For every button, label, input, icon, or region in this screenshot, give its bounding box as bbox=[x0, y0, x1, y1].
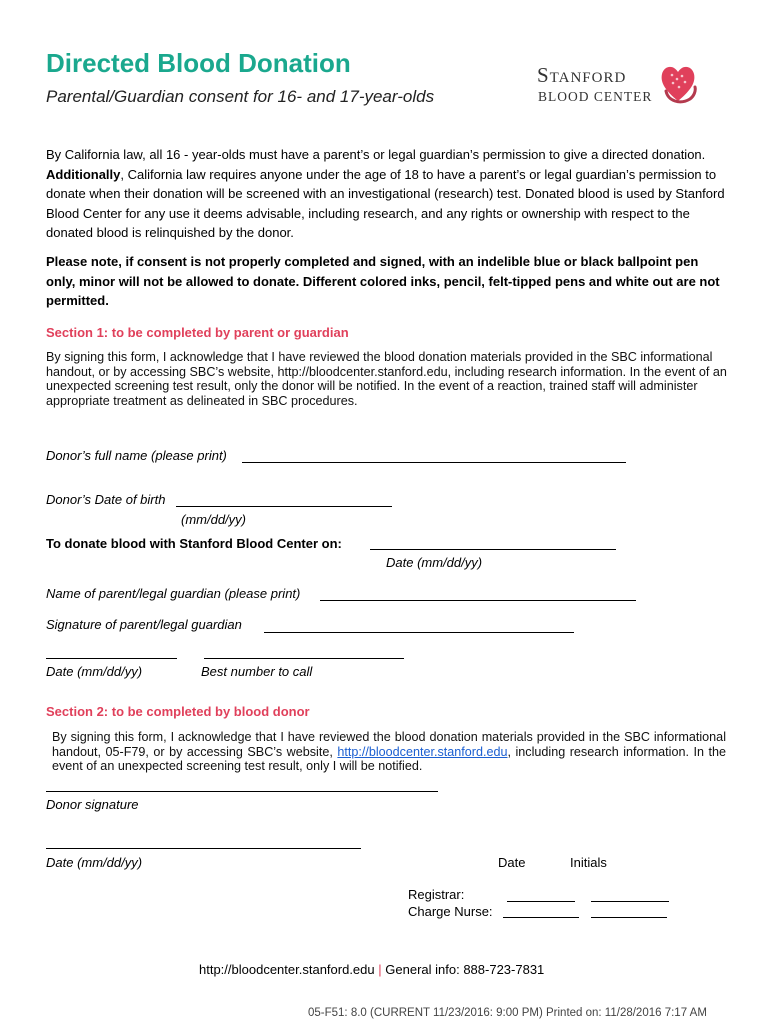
footer-url[interactable]: http://bloodcenter.stanford.edu bbox=[199, 962, 375, 977]
donor-date-label: Date (mm/dd/yy) bbox=[46, 855, 143, 870]
intro-bold: Additionally bbox=[46, 166, 121, 182]
registrar-date-field[interactable] bbox=[507, 901, 575, 902]
consent-note: Please note, if consent is not properly completed and signed, with an indelible blue or black ballpoint pen only, minor will not be allowed to donate. Different colored inks, pencil, felt-tipped pens and white out are not permitted. bbox=[46, 254, 720, 309]
staff-initials-column-header: Initials bbox=[570, 855, 607, 870]
guardian-phone-label: Best number to call bbox=[201, 664, 313, 679]
registrar-initials-field[interactable] bbox=[591, 901, 669, 902]
footer-separator: | bbox=[378, 962, 382, 977]
section2-paragraph bbox=[52, 730, 726, 774]
donor-dob-format: (mm/dd/yy) bbox=[181, 512, 246, 527]
registrar-label: Registrar: bbox=[408, 887, 465, 902]
donor-signature-label: Donor signature bbox=[46, 797, 139, 812]
donate-date-format: Date (mm/dd/yy) bbox=[386, 555, 483, 570]
footer-info bbox=[199, 962, 544, 977]
donor-signature-field[interactable] bbox=[46, 791, 438, 792]
donor-name-field[interactable] bbox=[242, 462, 626, 463]
donor-name-label: Donor’s full name (please print) bbox=[46, 448, 227, 463]
section2-text-2: , including research information. In the event of an unexpected screening test result, only I will be notified. bbox=[52, 744, 726, 774]
section2-text-1: By signing this form, I acknowledge that I have reviewed the blood donation materials provided in the SBC informational handout, 05-F79, or by accessing SBC’s website, bbox=[52, 730, 726, 759]
page-title: Directed Blood Donation bbox=[46, 48, 351, 78]
section1-heading: Section 1: to be completed by parent or guardian bbox=[46, 325, 349, 340]
heart-logo-icon bbox=[658, 61, 698, 105]
guardian-signature-field[interactable] bbox=[264, 632, 574, 633]
page-subtitle: Parental/Guardian consent for 16- and 17-year-olds bbox=[46, 87, 435, 106]
intro-paragraph bbox=[46, 145, 726, 243]
guardian-phone-field[interactable] bbox=[204, 658, 404, 659]
intro-text-2: , California law requires anyone under the age of 18 to have a parent’s or legal guardian’s permission to donate when their donation will be screened with an investigational (research) test. Donated blood is used by Stanford Blood Center for any use it deems advisable, including research, and any rights or ownership with respect to the donated blood is relinquished by the donor. bbox=[46, 166, 725, 241]
donate-date-field[interactable] bbox=[370, 549, 616, 550]
logo-wordmark-stanford: Stanford bbox=[537, 63, 627, 87]
section1-paragraph: By signing this form, I acknowledge that I have reviewed the blood donation materials provided in the SBC informational handout, or by accessing SBC’s website, http://bloodcenter.stanford.edu, including research information. In the event of an unexpected screening test result, only the donor will be notified. In the event of a reaction, trained staff will administer appropriate treatment as delineated in SBC procedures. bbox=[46, 350, 727, 408]
guardian-date-label: Date (mm/dd/yy) bbox=[46, 664, 143, 679]
charge-nurse-date-field[interactable] bbox=[503, 917, 579, 918]
guardian-signature-label: Signature of parent/legal guardian bbox=[46, 617, 242, 632]
print-metadata: 05-F51: 8.0 (CURRENT 11/23/2016: 9:00 PM) Printed on: 11/28/2016 7:17 AM bbox=[308, 1007, 707, 1019]
guardian-name-field[interactable] bbox=[320, 600, 636, 601]
charge-nurse-label: Charge Nurse: bbox=[408, 904, 493, 919]
donor-dob-field[interactable] bbox=[176, 506, 392, 507]
donor-dob-label: Donor’s Date of birth bbox=[46, 492, 166, 507]
staff-date-column-header: Date bbox=[498, 855, 526, 870]
charge-nurse-initials-field[interactable] bbox=[591, 917, 667, 918]
footer-phone: General info: 888-723-7831 bbox=[385, 962, 545, 977]
logo-wordmark-blood-center: BLOOD CENTER bbox=[538, 89, 653, 104]
donor-date-field[interactable] bbox=[46, 848, 361, 849]
section2-heading: Section 2: to be completed by blood donor bbox=[46, 704, 310, 719]
donate-date-label: To donate blood with Stanford Blood Center on: bbox=[46, 536, 342, 551]
guardian-name-label: Name of parent/legal guardian (please print) bbox=[46, 586, 301, 601]
intro-text-1: By California law, all 16 - year-olds must have a parent’s or legal guardian’s permission to give a directed donation. bbox=[46, 147, 706, 162]
guardian-date-field[interactable] bbox=[46, 658, 177, 659]
sbc-website-link[interactable]: http://bloodcenter.stanford.edu bbox=[337, 744, 508, 759]
